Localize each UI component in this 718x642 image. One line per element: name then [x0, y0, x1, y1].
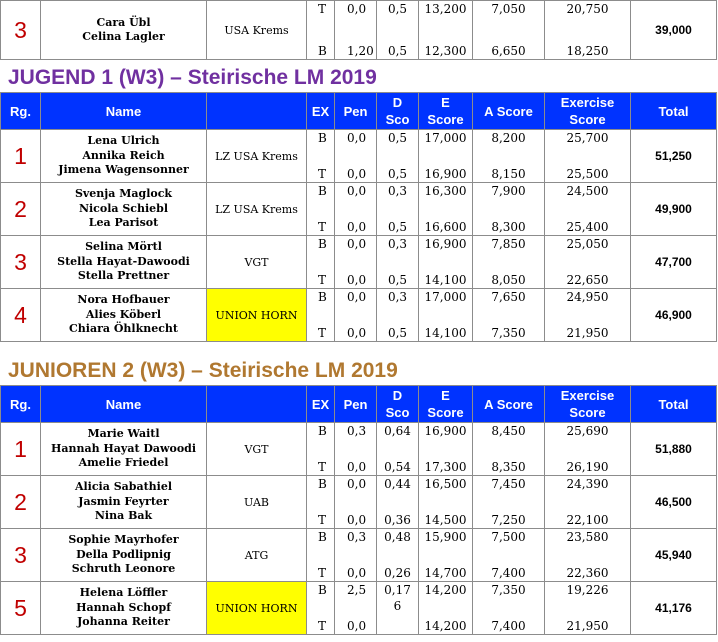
pen-cell-run1: 0,0 — [347, 237, 367, 251]
ascore-cell-run1: 7,500 — [491, 530, 526, 544]
ex-cell-run1: B — [318, 530, 327, 544]
escore-cell — [419, 476, 473, 529]
member-name: Annika Reich — [82, 148, 165, 162]
ex-cell-run1: B — [318, 131, 327, 145]
rank-cell: 2 — [1, 476, 41, 529]
pen-cell — [335, 476, 377, 529]
exercise-cell-run1: 19,226 — [566, 583, 609, 597]
ex-cell-run1: B — [318, 583, 327, 597]
col-rank-header: Rg. — [1, 93, 41, 130]
team-members — [41, 236, 207, 289]
table-header-row — [1, 386, 717, 423]
member-name: Alicia Sabathiel — [74, 480, 173, 494]
col-exercise-header — [545, 93, 631, 130]
total-cell: 51,880 — [631, 423, 717, 476]
ex-cell — [307, 423, 335, 476]
exercise-cell — [545, 476, 631, 529]
ex-cell — [307, 236, 335, 289]
col-escore-line2: Score — [427, 405, 464, 420]
pen-cell-run2: 0,0 — [347, 273, 367, 287]
ascore-cell — [473, 1, 545, 60]
table-header-row — [1, 93, 717, 130]
member-name: Hannah Schopf — [76, 600, 171, 614]
results-table-junioren2 — [0, 385, 717, 635]
total-cell: 46,500 — [631, 476, 717, 529]
exercise-cell-run2: 22,100 — [566, 513, 609, 527]
exercise-cell-run2: 25,500 — [566, 167, 609, 181]
member-name: Nora Hofbauer — [77, 293, 170, 307]
ex-cell-run2: T — [318, 167, 327, 181]
dscore-cell-run2: 0,5 — [387, 167, 408, 181]
exercise-cell — [545, 130, 631, 183]
col-dscore-line2: Sco — [385, 112, 410, 127]
table-row — [1, 582, 717, 635]
dscore-cell-run2: 0,5 — [387, 44, 408, 58]
exercise-cell — [545, 236, 631, 289]
total-cell: 41,176 — [631, 582, 717, 635]
col-pen-header: Pen — [335, 386, 377, 423]
dscore-cell-run2: 0,5 — [387, 273, 408, 287]
col-escore-header — [419, 93, 473, 130]
member-name: Nina Bak — [94, 509, 153, 523]
ex-cell-run1: B — [318, 424, 327, 438]
member-name: Marie Waitl — [87, 427, 160, 441]
dscore-cell — [377, 183, 419, 236]
escore-cell-run1: 15,900 — [424, 530, 467, 544]
escore-cell-run1: 17,000 — [424, 290, 467, 304]
escore-cell-run2: 14,500 — [424, 513, 467, 527]
dscore-cell — [377, 529, 419, 582]
exercise-cell-run2: 26,190 — [566, 460, 609, 474]
dscore-cell-run1: 0,3 — [387, 237, 408, 251]
member-name: Della Podlipnig — [76, 547, 171, 561]
escore-cell — [419, 236, 473, 289]
pen-cell-run2: 0,0 — [347, 326, 367, 340]
ex-cell — [307, 130, 335, 183]
col-total-header: Total — [631, 386, 717, 423]
table-row — [1, 130, 717, 183]
pen-cell-run2: 0,0 — [347, 566, 367, 580]
col-dscore-header — [377, 93, 419, 130]
team-members — [41, 529, 207, 582]
ascore-cell-run2: 8,350 — [491, 460, 526, 474]
exercise-cell-run2: 25,400 — [566, 220, 609, 234]
pen-cell-run2: 0,0 — [347, 167, 367, 181]
team-members — [41, 423, 207, 476]
exercise-cell-run1: 25,700 — [566, 131, 609, 145]
col-club-header — [207, 93, 307, 130]
table-row — [1, 236, 717, 289]
col-exercise-header — [545, 386, 631, 423]
escore-cell — [419, 423, 473, 476]
pen-cell-run1: 0,0 — [347, 477, 367, 491]
escore-cell-run2: 14,200 — [424, 619, 467, 633]
team-members — [41, 130, 207, 183]
team-members — [41, 289, 207, 342]
ascore-cell-run1: 8,450 — [491, 424, 526, 438]
col-name-header: Name — [41, 93, 207, 130]
ex-cell-run1: B — [318, 290, 327, 304]
ascore-cell-run1: 7,350 — [491, 583, 526, 597]
club-cell: LZ USA Krems — [207, 183, 307, 236]
col-escore-line1: E — [441, 95, 450, 110]
rank-cell: 2 — [1, 183, 41, 236]
exercise-cell-run2: 21,950 — [566, 619, 609, 633]
rank-cell: 5 — [1, 582, 41, 635]
escore-cell-run1: 16,300 — [424, 184, 467, 198]
club-cell: LZ USA Krems — [207, 130, 307, 183]
member-name: Stella Hayat-Dawoodi — [57, 254, 190, 268]
exercise-cell — [545, 1, 631, 60]
pen-cell-run1: 0,3 — [347, 530, 367, 544]
col-rank-header: Rg. — [1, 386, 41, 423]
ex-cell — [307, 476, 335, 529]
dscore-cell-run2: 0,54 — [384, 460, 411, 474]
pen-cell-run1: 0,0 — [347, 290, 367, 304]
total-cell: 45,940 — [631, 529, 717, 582]
member-name: Johanna Reiter — [77, 615, 170, 629]
exercise-cell-run2: 22,650 — [566, 273, 609, 287]
member-name: Jimena Wagensonner — [58, 163, 189, 177]
exercise-cell-run1: 24,500 — [566, 184, 609, 198]
dscore-cell-run1: 0,17 — [384, 583, 411, 597]
ascore-cell-run2: 8,150 — [491, 167, 526, 181]
ascore-cell-run2: 8,050 — [491, 273, 526, 287]
pen-cell — [335, 183, 377, 236]
ex-cell-run2: B — [318, 44, 327, 58]
ex-cell — [307, 529, 335, 582]
club-cell: ATG — [207, 529, 307, 582]
ascore-cell — [473, 476, 545, 529]
ascore-cell-run1: 8,200 — [491, 131, 526, 145]
total-cell: 47,700 — [631, 236, 717, 289]
ex-cell-run2: T — [318, 326, 327, 340]
ex-cell — [307, 289, 335, 342]
dscore-cell-run1: 0,3 — [387, 184, 408, 198]
rank-cell: 3 — [1, 1, 41, 60]
escore-cell-run1: 14,200 — [424, 583, 467, 597]
ascore-cell-run1: 7,450 — [491, 477, 526, 491]
ex-cell-run1: B — [318, 184, 327, 198]
escore-cell — [419, 183, 473, 236]
pen-cell-run1: 0,0 — [347, 131, 367, 145]
ascore-cell-run1: 7,050 — [491, 2, 526, 16]
col-escore-line2: Score — [427, 112, 464, 127]
table-row — [1, 289, 717, 342]
escore-cell-run2: 14,100 — [424, 273, 467, 287]
pen-cell-run2: 0,0 — [347, 619, 367, 633]
member-name: Chiara Öhlknecht — [69, 322, 178, 336]
pen-cell-run2: 0,0 — [347, 220, 367, 234]
member-name: Amelie Friedel — [78, 456, 169, 470]
pen-cell-run2: 0,0 — [347, 460, 367, 474]
escore-cell-run2: 16,600 — [424, 220, 467, 234]
ascore-cell — [473, 582, 545, 635]
rank-cell: 3 — [1, 236, 41, 289]
col-ascore-header: A Score — [473, 386, 545, 423]
escore-cell-run2: 16,900 — [424, 167, 467, 181]
dscore-cell-run2: 0,36 — [384, 513, 411, 527]
exercise-cell-run1: 20,750 — [566, 2, 609, 16]
ascore-cell-run2: 7,400 — [491, 619, 526, 633]
team-members — [41, 1, 207, 60]
club-cell: UNION HORN — [207, 582, 307, 635]
rank-cell: 1 — [1, 130, 41, 183]
member-name: Nicola Schiebl — [78, 201, 169, 215]
col-dscore-line1: D — [392, 95, 403, 110]
ex-cell — [307, 1, 335, 60]
col-exercise-line1: Exercise — [560, 388, 615, 403]
escore-cell-run2: 14,700 — [424, 566, 467, 580]
dscore-cell — [377, 236, 419, 289]
dscore-cell — [377, 582, 419, 635]
col-dscore-line1: D — [392, 388, 403, 403]
ascore-cell-run2: 8,300 — [491, 220, 526, 234]
dscore-cell — [377, 423, 419, 476]
dscore-cell — [377, 1, 419, 60]
ex-cell — [307, 183, 335, 236]
pen-cell-run1: 0,3 — [347, 424, 367, 438]
escore-cell-run1: 17,000 — [424, 131, 467, 145]
ascore-cell — [473, 423, 545, 476]
col-total-header: Total — [631, 93, 717, 130]
exercise-cell-run1: 25,050 — [566, 237, 609, 251]
pen-cell-run1: 0,0 — [347, 184, 367, 198]
dscore-cell-run2: 0,5 — [387, 220, 408, 234]
rank-cell: 1 — [1, 423, 41, 476]
dscore-cell-run1-wrap: 6 — [393, 599, 402, 613]
ex-cell-run2: T — [318, 220, 327, 234]
section-title-junioren2: JUNIOREN 2 (W3) – Steirische LM 2019 — [8, 359, 398, 382]
ascore-cell-run1: 7,850 — [491, 237, 526, 251]
exercise-cell — [545, 582, 631, 635]
member-name: Sophie Mayrhofer — [68, 533, 179, 547]
ex-cell-run1: T — [318, 2, 327, 16]
total-cell: 46,900 — [631, 289, 717, 342]
team-members — [41, 476, 207, 529]
dscore-cell-run1: 0,64 — [384, 424, 411, 438]
escore-cell — [419, 289, 473, 342]
ex-cell-run2: T — [318, 566, 327, 580]
pen-cell — [335, 130, 377, 183]
exercise-cell-run1: 24,390 — [566, 477, 609, 491]
member-name: Cara Übl — [96, 15, 151, 29]
escore-cell — [419, 1, 473, 60]
ascore-cell-run2: 7,350 — [491, 326, 526, 340]
dscore-cell-run2 — [377, 619, 418, 633]
rank-cell: 3 — [1, 529, 41, 582]
member-name: Svenja Maglock — [74, 187, 173, 201]
col-club-header — [207, 386, 307, 423]
dscore-cell-run1: 0,44 — [384, 477, 411, 491]
pen-cell-run2: 1,20 — [347, 44, 374, 58]
exercise-cell-run1: 25,690 — [566, 424, 609, 438]
club-cell: USA Krems — [207, 1, 307, 60]
ex-cell — [307, 582, 335, 635]
dscore-cell-run1: 0,5 — [387, 131, 408, 145]
ex-cell-run2: T — [318, 513, 327, 527]
section-title-jugend1: JUGEND 1 (W3) – Steirische LM 2019 — [8, 66, 377, 89]
exercise-cell — [545, 183, 631, 236]
member-name: Celina Lagler — [82, 30, 165, 43]
ascore-cell — [473, 289, 545, 342]
ascore-cell — [473, 183, 545, 236]
dscore-cell — [377, 289, 419, 342]
ascore-cell-run2: 7,400 — [491, 566, 526, 580]
col-exercise-line1: Exercise — [560, 95, 615, 110]
total-cell: 49,900 — [631, 183, 717, 236]
dscore-cell — [377, 130, 419, 183]
member-name: Schruth Leonore — [71, 562, 176, 576]
exercise-cell-run2: 18,250 — [566, 44, 609, 58]
escore-cell-run1: 16,900 — [424, 237, 467, 251]
escore-cell-run2: 17,300 — [424, 460, 467, 474]
col-pen-header: Pen — [335, 93, 377, 130]
ascore-cell-run1: 7,650 — [491, 290, 526, 304]
club-cell: VGT — [207, 236, 307, 289]
pen-cell-run1: 0,0 — [347, 2, 367, 16]
col-exercise-line2: Score — [569, 405, 606, 420]
escore-cell-run1: 13,200 — [424, 2, 467, 16]
exercise-cell-run2: 22,360 — [566, 566, 609, 580]
table-row — [1, 423, 717, 476]
team-members — [41, 183, 207, 236]
member-name: Helena Löffler — [79, 586, 168, 600]
table-row — [1, 183, 717, 236]
exercise-cell-run1: 23,580 — [566, 530, 609, 544]
dscore-cell-run1: 0,48 — [384, 530, 411, 544]
col-exercise-line2: Score — [569, 112, 606, 127]
club-cell: UAB — [207, 476, 307, 529]
escore-cell — [419, 529, 473, 582]
member-name: Jasmin Feyrter — [78, 494, 169, 508]
exercise-cell-run2: 21,950 — [566, 326, 609, 340]
dscore-cell-run1: 0,3 — [387, 290, 408, 304]
exercise-cell — [545, 529, 631, 582]
ascore-cell — [473, 236, 545, 289]
member-name: Alies Köberl — [85, 307, 162, 321]
col-name-header: Name — [41, 386, 207, 423]
table-row — [1, 1, 717, 60]
ex-cell-run1: B — [318, 237, 327, 251]
ascore-cell-run2: 6,650 — [491, 44, 526, 58]
dscore-cell-run2: 0,5 — [387, 326, 408, 340]
exercise-cell-run1: 24,950 — [566, 290, 609, 304]
dscore-cell-run2: 0,26 — [384, 566, 411, 580]
ex-cell-run2: T — [318, 619, 327, 633]
dscore-cell — [377, 476, 419, 529]
previous-category-table — [0, 0, 717, 60]
pen-cell — [335, 582, 377, 635]
ascore-cell-run2: 7,250 — [491, 513, 526, 527]
ex-cell-run2: T — [318, 273, 327, 287]
table-row — [1, 529, 717, 582]
escore-cell-run1: 16,500 — [424, 477, 467, 491]
escore-cell — [419, 582, 473, 635]
ex-cell-run1: B — [318, 477, 327, 491]
table-row — [1, 476, 717, 529]
col-ex-header: EX — [307, 93, 335, 130]
total-cell: 51,250 — [631, 130, 717, 183]
pen-cell-run2: 0,0 — [347, 513, 367, 527]
col-dscore-line2: Sco — [385, 405, 410, 420]
club-cell: UNION HORN — [207, 289, 307, 342]
ascore-cell-run1: 7,900 — [491, 184, 526, 198]
pen-cell — [335, 529, 377, 582]
total-cell: 39,000 — [631, 1, 717, 60]
escore-cell-run2: 14,100 — [424, 326, 467, 340]
member-name: Hannah Hayat Dawoodi — [50, 441, 197, 455]
escore-cell-run2: 12,300 — [424, 44, 467, 58]
col-ascore-header: A Score — [473, 93, 545, 130]
club-cell: VGT — [207, 423, 307, 476]
col-dscore-header — [377, 386, 419, 423]
col-ex-header: EX — [307, 386, 335, 423]
exercise-cell — [545, 423, 631, 476]
ex-cell-run2: T — [318, 460, 327, 474]
pen-cell — [335, 236, 377, 289]
ascore-cell — [473, 130, 545, 183]
exercise-cell — [545, 289, 631, 342]
pen-cell — [335, 423, 377, 476]
member-name: Selina Mörtl — [85, 240, 162, 254]
col-escore-line1: E — [441, 388, 450, 403]
results-table-jugend1 — [0, 92, 717, 342]
rank-cell: 4 — [1, 289, 41, 342]
escore-cell-run1: 16,900 — [424, 424, 467, 438]
pen-cell-run1: 2,5 — [347, 583, 367, 597]
col-escore-header — [419, 386, 473, 423]
member-name: Lena Ulrich — [87, 134, 160, 148]
member-name: Stella Prettner — [77, 269, 170, 283]
ascore-cell — [473, 529, 545, 582]
member-name: Lea Parisot — [88, 216, 159, 230]
dscore-cell-run1: 0,5 — [387, 2, 408, 16]
escore-cell — [419, 130, 473, 183]
team-members — [41, 582, 207, 635]
pen-cell — [335, 289, 377, 342]
pen-cell — [335, 1, 377, 60]
